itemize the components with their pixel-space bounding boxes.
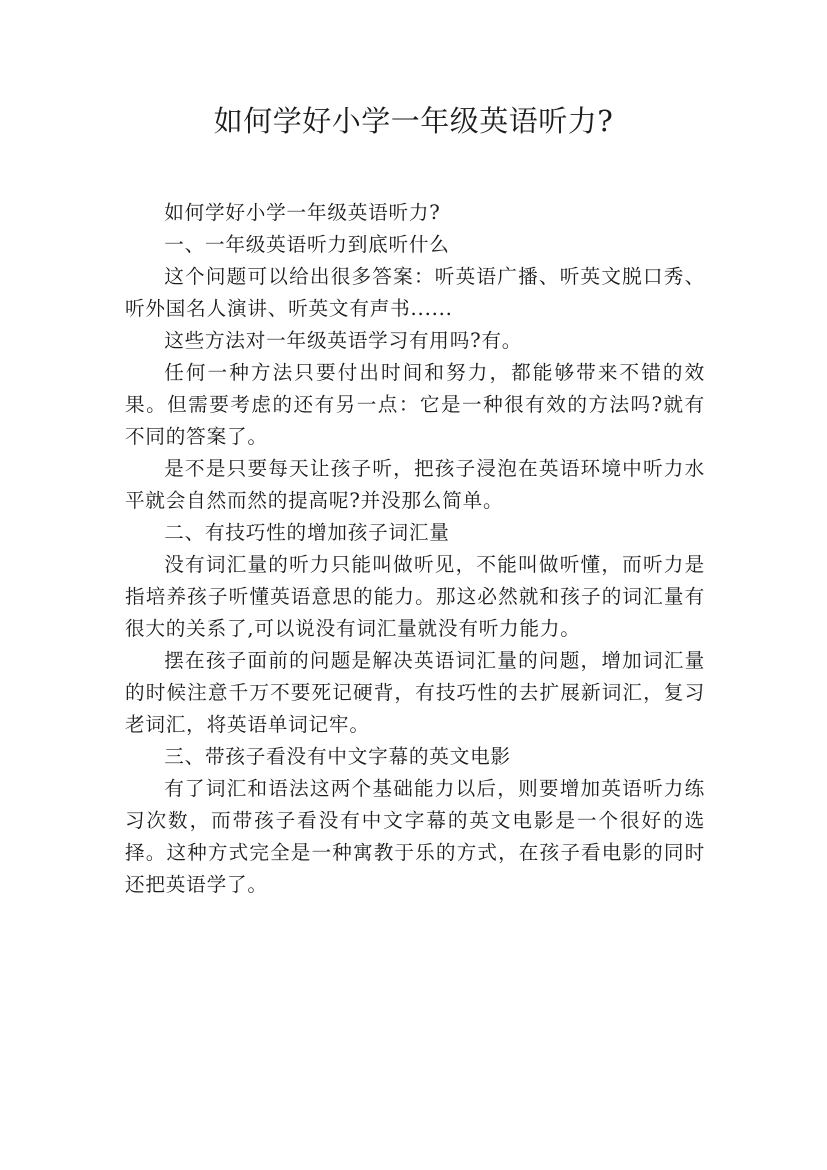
- section-heading-2: 二、有技巧性的增加孩子词汇量: [164, 521, 450, 544]
- paragraph: 没有词汇量的听力只能叫做听见，不能叫做听懂，而听力是指培养孩子听懂英语意思的能力。那这必然就和孩子的词汇量有很大的关系了,可以说没有词汇量就没有听力能力。: [125, 553, 705, 640]
- document-title: 如何学好小学一年级英语听力?: [213, 104, 614, 138]
- document-body: [125, 197, 705, 901]
- paragraph-intro-question: 如何学好小学一年级英语听力?: [164, 201, 441, 224]
- paragraph: 是不是只要每天让孩子听，把孩子浸泡在英语环境中听力水平就会自然而然的提高呢?并没那么简单。: [125, 457, 705, 512]
- paragraph: 有了词汇和语法这两个基础能力以后，则要增加英语听力练习次数，而带孩子看没有中文字幕的英文电影是一个很好的选择。这种方式完全是一种寓教于乐的方式，在孩子看电影的同时还把英语学了。: [125, 777, 705, 896]
- paragraph: 摆在孩子面前的问题是解决英语词汇量的问题，增加词汇量的时候注意千万不要死记硬背，有技巧性的去扩展新词汇，复习老词汇，将英语单词记牢。: [125, 649, 705, 736]
- paragraph: 任何一种方法只要付出时间和努力，都能够带来不错的效果。但需要考虑的还有另一点：它是一种很有效的方法吗?就有不同的答案了。: [125, 361, 705, 448]
- paragraph: 这些方法对一年级英语学习有用吗?有。: [164, 329, 523, 352]
- section-heading-1: 一、一年级英语听力到底听什么: [164, 233, 450, 256]
- paragraph: 这个问题可以给出很多答案：听英语广播、听英文脱口秀、听外国名人演讲、听英文有声书......: [125, 265, 705, 320]
- section-heading-3: 三、带孩子看没有中文字幕的英文电影: [164, 745, 511, 768]
